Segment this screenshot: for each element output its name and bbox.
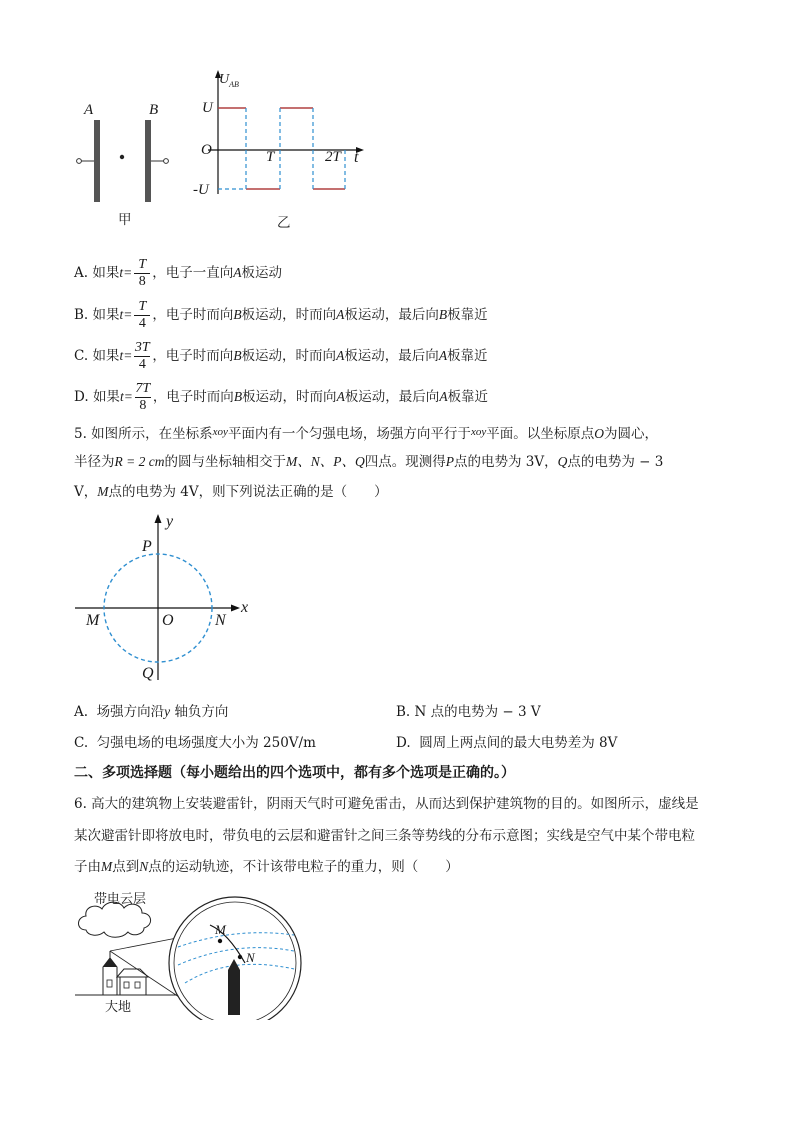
q5-option-a: A. 场强方向沿y 轴负方向 [74, 704, 229, 720]
label-2t: 2T [325, 149, 341, 165]
caption-yi: 乙 [277, 215, 291, 231]
q4-option-d: D. 如果t= $\frac{7T}{8}$ ，电子时而向B板运动，时而向A板运动，最后向A板靠近 [74, 381, 489, 413]
figure-yi-graph [190, 68, 370, 198]
label-cloud: 带电云层 [94, 892, 147, 907]
plate-b-label: B [149, 102, 159, 118]
lightning-rod [228, 959, 240, 1015]
terminal-a [77, 159, 82, 164]
q5-label-p: P [142, 538, 152, 555]
label-t-period: T [266, 149, 275, 165]
q5-line-2: 半径为R = 2 cm的圆与坐标轴相交于M、N、P、Q四点。现测得P点的电势为 3V，Q点的电势为 − 3 [74, 454, 664, 470]
q5-option-c: C. 匀强电场的电场强度大小为 250V/m [74, 735, 316, 751]
label-neg-u: -U [193, 182, 209, 198]
label-o: O [201, 142, 212, 158]
q6-line-1: 6. 高大的建筑物上安装避雷针，阴雨天气时可避免雷击，从而达到保护建筑物的目的。如图所示，虚线是 [74, 796, 699, 812]
axis-uab: $U_{AB}$ [219, 72, 239, 89]
label-m: M [215, 922, 226, 937]
q4-option-b: B. 如果t= $\frac{T}{4}$ ，电子时而向B板运动，时而向A板运动，最后向B板靠近 [74, 299, 488, 331]
q5-line-3: V，M点的电势为 4V，则下列说法正确的是（ ） [74, 484, 388, 500]
q4-option-c: C. 如果t= $\frac{3T}{4}$ ，电子时而向B板运动，时而向A板运动，最后向A板靠近 [74, 340, 488, 372]
q6-line-2: 某次避雷针即将放电时，带负电的云层和避雷针之间三条等势线的分布示意图；实线是空气中某个带电粒 [74, 828, 695, 844]
q5-label-y: y [166, 513, 174, 530]
section-2-title: 二、多项选择题（每小题给出的四个选项中，都有多个选项是正确的。） [74, 765, 515, 781]
plate-a-label: A [84, 102, 94, 118]
label-t-axis: t [354, 149, 359, 166]
q5-label-n: N [215, 612, 226, 629]
q5-option-d: D. 圆周上两点间的最大电势差为 8V [396, 735, 618, 751]
q5-label-m: M [86, 612, 100, 629]
electron-dot [120, 155, 124, 159]
q4-option-a: A. 如果t= $\frac{T}{8}$ ，电子一直向A板运动 [74, 257, 282, 289]
label-u: U [202, 100, 213, 116]
q5-label-x: x [241, 599, 249, 616]
q5-label-q: Q [142, 665, 154, 682]
q5-figure [70, 510, 260, 690]
plate-b [145, 120, 151, 202]
q6-line-3: 子由M点到N点的运动轨迹，不计该带电粒子的重力，则（ ） [74, 859, 459, 875]
point-n [238, 955, 242, 959]
plate-a [94, 120, 100, 202]
q5-label-o: O [162, 612, 174, 629]
label-ground: 大地 [105, 1000, 132, 1015]
label-n: N [246, 950, 255, 965]
terminal-b [164, 159, 169, 164]
q5-line-1: 5. 如图所示，在坐标系$^{xoy}$平面内有一个匀强电场，场强方向平行于$^{xoy}$平面。以坐标原点O为圆心， [74, 426, 658, 442]
q5-option-b: B. N 点的电势为 − 3 V [396, 704, 541, 720]
caption-jia: 甲 [118, 212, 132, 228]
